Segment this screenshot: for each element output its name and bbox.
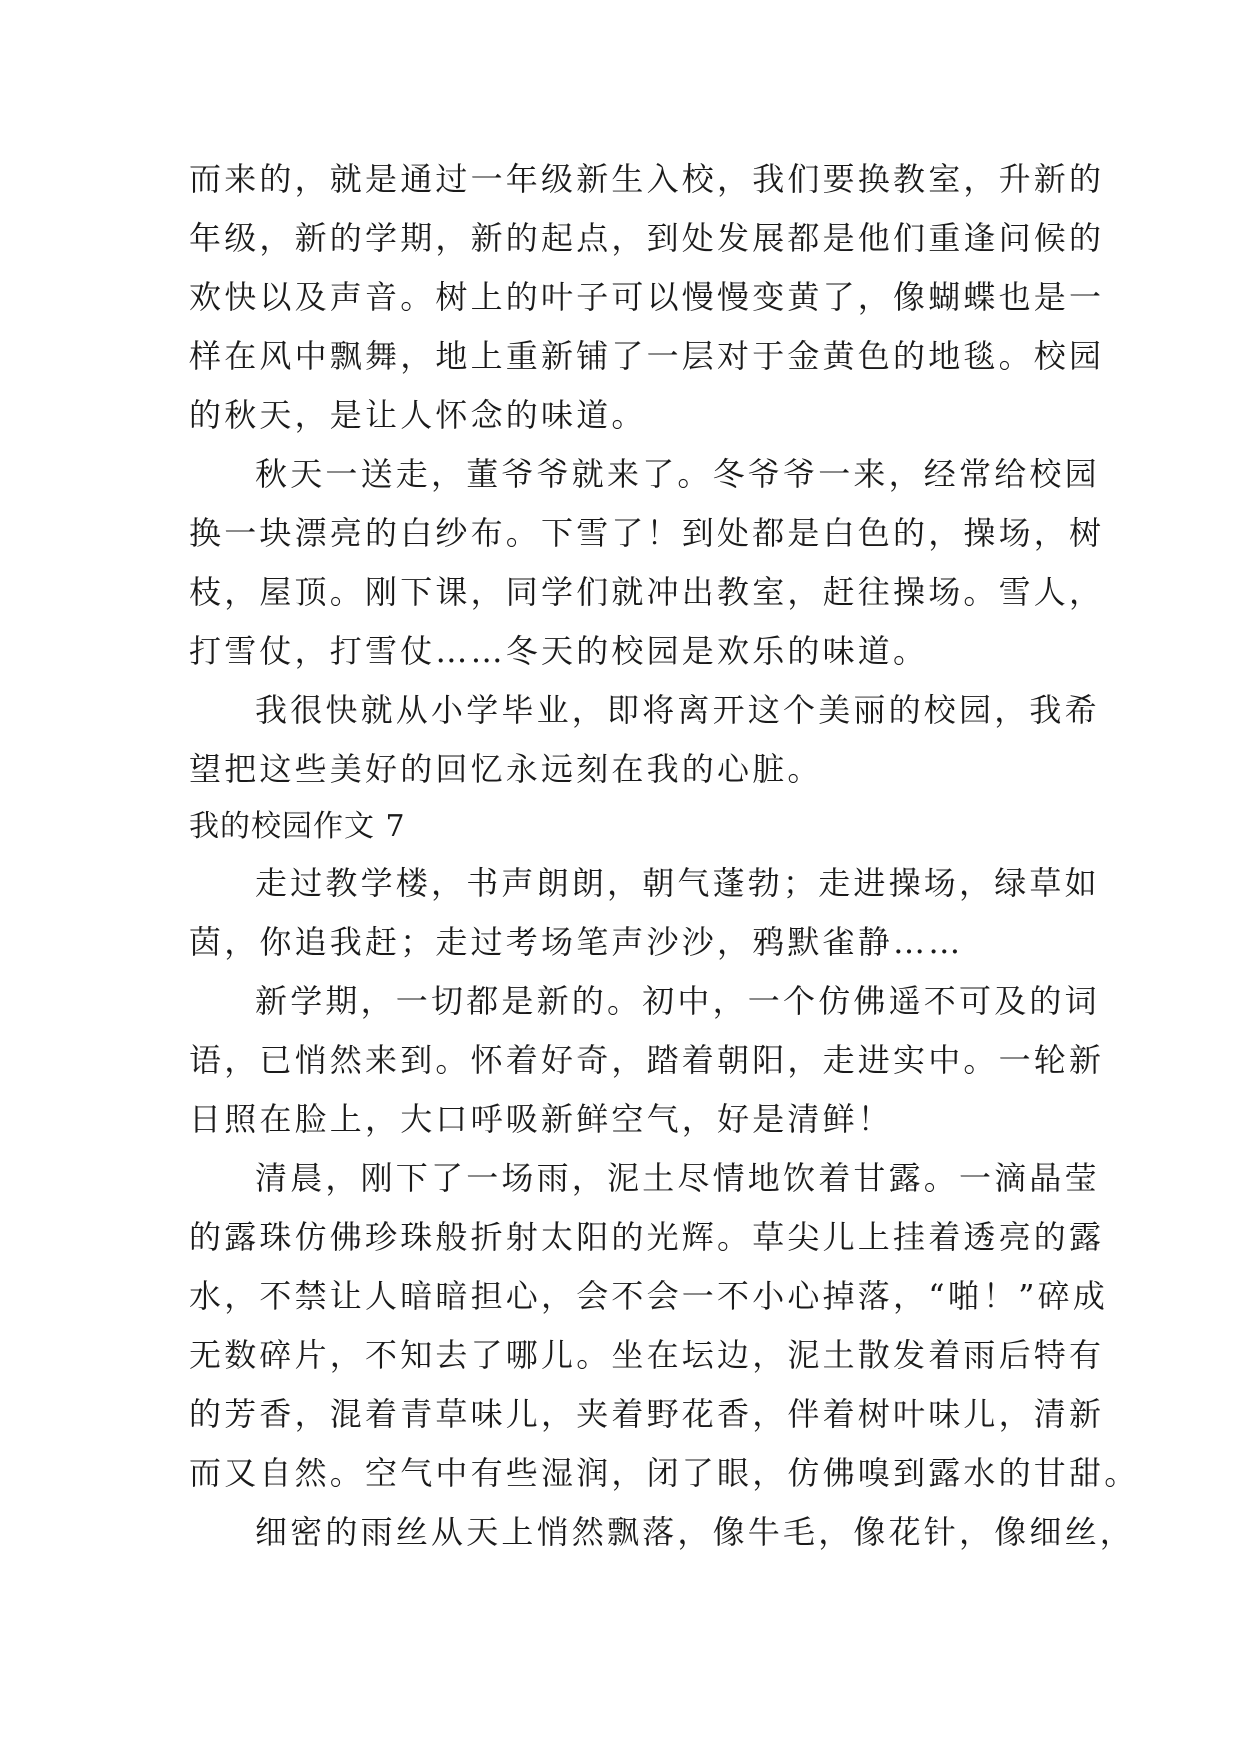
text-line: 而又自然。空气中有些湿润，闭了眼，仿佛嗅到露水的甘甜。 xyxy=(189,1454,1140,1492)
section-heading: 我的校园作文 7 xyxy=(189,809,406,844)
text-line: 而来的，就是通过一年级新生入校，我们要换教室，升新的 xyxy=(189,160,1105,198)
text-line: 的露珠仿佛珍珠般折射太阳的光辉。草尖儿上挂着透亮的露 xyxy=(189,1218,1105,1256)
text-line: 语，已悄然来到。怀着好奇，踏着朝阳，走进实中。一轮新 xyxy=(189,1041,1105,1079)
text-line: 年级，新的学期，新的起点，到处发展都是他们重逢问候的 xyxy=(189,219,1105,257)
text-line: 的秋天，是让人怀念的味道。 xyxy=(189,396,647,434)
text-line: 望把这些美好的回忆永远刻在我的心脏。 xyxy=(189,750,823,788)
text-line: 茵，你追我赶；走过考场笔声沙沙，鸦默雀静…… xyxy=(189,923,964,961)
text-line: 换一块漂亮的白纱布。下雪了！到处都是白色的，操场，树 xyxy=(189,514,1105,552)
text-line: 走过教学楼，书声朗朗，朝气蓬勃；走进操场，绿草如 xyxy=(255,864,1100,902)
text-line: 无数碎片，不知去了哪儿。坐在坛边，泥土散发着雨后特有 xyxy=(189,1336,1105,1374)
text-line: 欢快以及声音。树上的叶子可以慢慢变黄了，像蝴蝶也是一 xyxy=(189,278,1105,316)
text-line: 细密的雨丝从天上悄然飘落，像牛毛，像花针，像细丝， xyxy=(255,1513,1136,1551)
text-line: 清晨，刚下了一场雨，泥土尽情地饮着甘露。一滴晶莹 xyxy=(255,1159,1100,1197)
text-line: 日照在脸上，大口呼吸新鲜空气，好是清鲜！ xyxy=(189,1100,894,1138)
text-line: 打雪仗，打雪仗……冬天的校园是欢乐的味道。 xyxy=(189,632,929,670)
text-line: 我很快就从小学毕业，即将离开这个美丽的校园，我希 xyxy=(255,691,1100,729)
text-line: 新学期，一切都是新的。初中，一个仿佛遥不可及的词 xyxy=(255,982,1100,1020)
text-line: 样在风中飘舞，地上重新铺了一层对于金黄色的地毯。校园 xyxy=(189,337,1105,375)
text-line: 的芳香，混着青草味儿，夹着野花香，伴着树叶味儿，清新 xyxy=(189,1395,1105,1433)
text-line: 枝，屋顶。刚下课，同学们就冲出教室，赶往操场。雪人， xyxy=(189,573,1105,611)
text-line: 秋天一送走，董爷爷就来了。冬爷爷一来，经常给校园 xyxy=(255,455,1100,493)
document-body xyxy=(189,150,1140,1562)
text-line: 水，不禁让人暗暗担心，会不会一不小心掉落，“啪！”碎成 xyxy=(189,1277,1109,1315)
